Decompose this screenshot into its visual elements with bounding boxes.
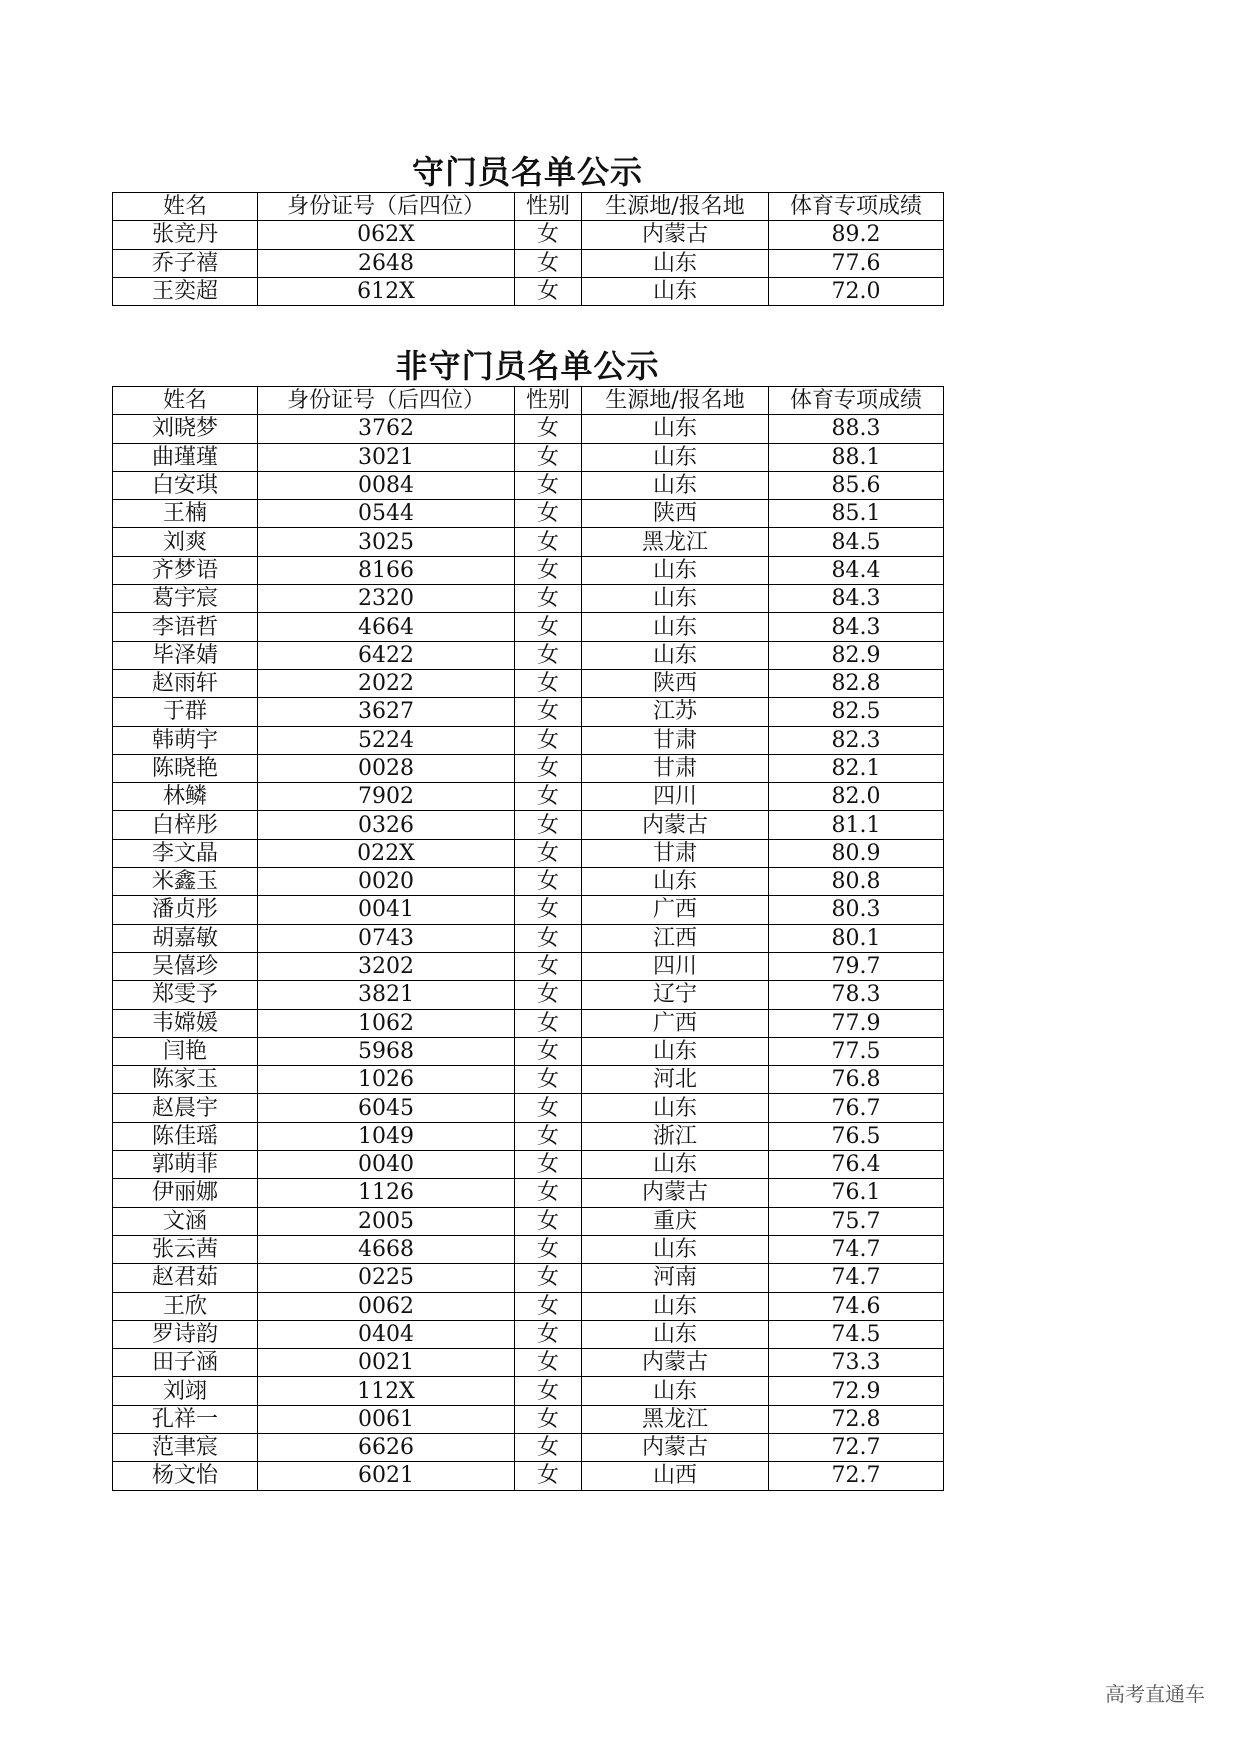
- cell-id-last4: 5968: [258, 1037, 515, 1065]
- cell-id-last4: 3821: [258, 981, 515, 1009]
- cell-id-last4: 0040: [258, 1151, 515, 1179]
- cell-name: 罗诗韵: [113, 1320, 258, 1348]
- cell-name: 孔祥一: [113, 1405, 258, 1433]
- cell-score: 84.3: [769, 585, 944, 613]
- table-row: [113, 839, 944, 867]
- cell-score: 74.7: [769, 1264, 944, 1292]
- cell-name: 王奕超: [113, 277, 258, 305]
- cell-id-last4: 3627: [258, 698, 515, 726]
- cell-region: 河南: [582, 1264, 769, 1292]
- table-row: [113, 698, 944, 726]
- cell-region: 内蒙古: [582, 221, 769, 249]
- table-row: [113, 952, 944, 980]
- cell-gender: 女: [515, 585, 582, 613]
- cell-region: 山东: [582, 1377, 769, 1405]
- cell-gender: 女: [515, 726, 582, 754]
- cell-id-last4: 0061: [258, 1405, 515, 1433]
- goalkeeper-list-title: 守门员名单公示: [411, 153, 643, 191]
- cell-score: 80.1: [769, 924, 944, 952]
- table-row: [113, 277, 944, 305]
- cell-score: 84.5: [769, 528, 944, 556]
- table-row: [113, 528, 944, 556]
- cell-score: 88.3: [769, 415, 944, 443]
- cell-id-last4: 062X: [258, 221, 515, 249]
- cell-gender: 女: [515, 783, 582, 811]
- cell-region: 山东: [582, 585, 769, 613]
- cell-gender: 女: [515, 1405, 582, 1433]
- cell-name: 赵雨轩: [113, 669, 258, 697]
- header-id-last4: 身份证号（后四位）: [258, 387, 515, 415]
- cell-region: 黑龙江: [582, 1405, 769, 1433]
- cell-gender: 女: [515, 924, 582, 952]
- table-header-row: [113, 387, 944, 415]
- cell-name: 刘翊: [113, 1377, 258, 1405]
- header-region: 生源地/报名地: [582, 193, 769, 221]
- cell-gender: 女: [515, 1377, 582, 1405]
- cell-score: 76.1: [769, 1179, 944, 1207]
- cell-name: 乔子禧: [113, 249, 258, 277]
- cell-region: 山东: [582, 613, 769, 641]
- watermark-text: 高考直通车: [1105, 1682, 1205, 1706]
- cell-name: 李文晶: [113, 839, 258, 867]
- cell-name: 赵君茹: [113, 1264, 258, 1292]
- cell-score: 81.1: [769, 811, 944, 839]
- cell-score: 72.7: [769, 1433, 944, 1461]
- cell-region: 山东: [582, 868, 769, 896]
- cell-gender: 女: [515, 1207, 582, 1235]
- cell-name: 范聿宸: [113, 1433, 258, 1461]
- cell-region: 甘肃: [582, 839, 769, 867]
- cell-gender: 女: [515, 471, 582, 499]
- cell-gender: 女: [515, 500, 582, 528]
- cell-region: 山东: [582, 1320, 769, 1348]
- table-row: [113, 868, 944, 896]
- table-row: [113, 1122, 944, 1150]
- table-row: [113, 1320, 944, 1348]
- cell-gender: 女: [515, 1292, 582, 1320]
- cell-name: 郑雯予: [113, 981, 258, 1009]
- cell-id-last4: 1026: [258, 1066, 515, 1094]
- cell-gender: 女: [515, 1264, 582, 1292]
- cell-id-last4: 0020: [258, 868, 515, 896]
- cell-region: 广西: [582, 1009, 769, 1037]
- non-goalkeeper-list-title: 非守门员名单公示: [395, 347, 660, 385]
- cell-score: 74.5: [769, 1320, 944, 1348]
- cell-name: 胡嘉敏: [113, 924, 258, 952]
- cell-gender: 女: [515, 698, 582, 726]
- cell-score: 76.8: [769, 1066, 944, 1094]
- cell-score: 82.3: [769, 726, 944, 754]
- cell-id-last4: 6045: [258, 1094, 515, 1122]
- cell-score: 89.2: [769, 221, 944, 249]
- cell-id-last4: 7902: [258, 783, 515, 811]
- cell-region: 内蒙古: [582, 1433, 769, 1461]
- header-id-last4: 身份证号（后四位）: [258, 193, 515, 221]
- cell-score: 82.9: [769, 641, 944, 669]
- cell-region: 山东: [582, 415, 769, 443]
- cell-region: 辽宁: [582, 981, 769, 1009]
- cell-name: 杨文怡: [113, 1462, 258, 1490]
- cell-region: 山东: [582, 443, 769, 471]
- table-row: [113, 471, 944, 499]
- cell-region: 内蒙古: [582, 1349, 769, 1377]
- cell-region: 山东: [582, 1151, 769, 1179]
- cell-name: 张竞丹: [113, 221, 258, 249]
- table-header-row: [113, 193, 944, 221]
- cell-score: 85.6: [769, 471, 944, 499]
- cell-gender: 女: [515, 277, 582, 305]
- cell-gender: 女: [515, 443, 582, 471]
- cell-score: 73.3: [769, 1349, 944, 1377]
- cell-name: 王欣: [113, 1292, 258, 1320]
- cell-score: 82.8: [769, 669, 944, 697]
- cell-id-last4: 4668: [258, 1235, 515, 1263]
- table-row: [113, 981, 944, 1009]
- cell-id-last4: 0326: [258, 811, 515, 839]
- cell-region: 山东: [582, 471, 769, 499]
- cell-id-last4: 0084: [258, 471, 515, 499]
- cell-name: 于群: [113, 698, 258, 726]
- cell-gender: 女: [515, 613, 582, 641]
- table-row: [113, 924, 944, 952]
- cell-gender: 女: [515, 1462, 582, 1490]
- table-row: [113, 896, 944, 924]
- cell-region: 内蒙古: [582, 811, 769, 839]
- cell-region: 甘肃: [582, 726, 769, 754]
- cell-region: 甘肃: [582, 754, 769, 782]
- cell-gender: 女: [515, 1235, 582, 1263]
- cell-region: 山东: [582, 277, 769, 305]
- goalkeeper-table: [112, 192, 944, 306]
- cell-gender: 女: [515, 1151, 582, 1179]
- cell-name: 伊丽娜: [113, 1179, 258, 1207]
- header-gender: 性别: [515, 193, 582, 221]
- cell-region: 山东: [582, 249, 769, 277]
- cell-score: 82.1: [769, 754, 944, 782]
- cell-region: 重庆: [582, 1207, 769, 1235]
- cell-name: 林鳞: [113, 783, 258, 811]
- cell-region: 广西: [582, 896, 769, 924]
- cell-name: 陈家玉: [113, 1066, 258, 1094]
- header-score: 体育专项成绩: [769, 193, 944, 221]
- cell-region: 山东: [582, 1037, 769, 1065]
- cell-score: 77.9: [769, 1009, 944, 1037]
- cell-gender: 女: [515, 528, 582, 556]
- cell-id-last4: 6021: [258, 1462, 515, 1490]
- goalkeeper-table-body: [113, 221, 944, 306]
- cell-id-last4: 0544: [258, 500, 515, 528]
- table-row: [113, 1292, 944, 1320]
- cell-name: 韩萌宇: [113, 726, 258, 754]
- cell-score: 74.7: [769, 1235, 944, 1263]
- table-row: [113, 1405, 944, 1433]
- cell-gender: 女: [515, 981, 582, 1009]
- cell-region: 河北: [582, 1066, 769, 1094]
- cell-name: 白梓彤: [113, 811, 258, 839]
- cell-gender: 女: [515, 1349, 582, 1377]
- cell-region: 山东: [582, 1292, 769, 1320]
- cell-score: 72.0: [769, 277, 944, 305]
- cell-name: 张云茜: [113, 1235, 258, 1263]
- table-row: [113, 1037, 944, 1065]
- cell-id-last4: 0404: [258, 1320, 515, 1348]
- cell-id-last4: 0225: [258, 1264, 515, 1292]
- cell-id-last4: 2005: [258, 1207, 515, 1235]
- cell-id-last4: 6626: [258, 1433, 515, 1461]
- cell-id-last4: 3021: [258, 443, 515, 471]
- cell-id-last4: 3202: [258, 952, 515, 980]
- cell-id-last4: 3762: [258, 415, 515, 443]
- cell-id-last4: 3025: [258, 528, 515, 556]
- cell-score: 84.3: [769, 613, 944, 641]
- cell-name: 葛宇宸: [113, 585, 258, 613]
- cell-gender: 女: [515, 1320, 582, 1348]
- cell-name: 刘晓梦: [113, 415, 258, 443]
- cell-id-last4: 612X: [258, 277, 515, 305]
- cell-gender: 女: [515, 896, 582, 924]
- cell-region: 四川: [582, 952, 769, 980]
- non-goalkeeper-table: [112, 386, 944, 1491]
- table-row: [113, 613, 944, 641]
- cell-score: 79.7: [769, 952, 944, 980]
- table-row: [113, 811, 944, 839]
- cell-region: 四川: [582, 783, 769, 811]
- cell-score: 80.8: [769, 868, 944, 896]
- cell-gender: 女: [515, 669, 582, 697]
- cell-score: 72.7: [769, 1462, 944, 1490]
- table-row: [113, 249, 944, 277]
- table-row: [113, 669, 944, 697]
- cell-name: 陈晓艳: [113, 754, 258, 782]
- cell-name: 韦嫦媛: [113, 1009, 258, 1037]
- cell-id-last4: 6422: [258, 641, 515, 669]
- cell-name: 文涵: [113, 1207, 258, 1235]
- cell-score: 77.5: [769, 1037, 944, 1065]
- cell-gender: 女: [515, 1009, 582, 1037]
- header-name: 姓名: [113, 387, 258, 415]
- cell-score: 76.7: [769, 1094, 944, 1122]
- cell-name: 王楠: [113, 500, 258, 528]
- cell-id-last4: 022X: [258, 839, 515, 867]
- cell-name: 郭萌菲: [113, 1151, 258, 1179]
- cell-region: 山东: [582, 641, 769, 669]
- cell-score: 76.4: [769, 1151, 944, 1179]
- cell-score: 85.1: [769, 500, 944, 528]
- cell-name: 曲瑾瑾: [113, 443, 258, 471]
- cell-region: 黑龙江: [582, 528, 769, 556]
- table-row: [113, 221, 944, 249]
- cell-gender: 女: [515, 839, 582, 867]
- cell-name: 闫艳: [113, 1037, 258, 1065]
- table-row: [113, 1377, 944, 1405]
- cell-gender: 女: [515, 249, 582, 277]
- cell-region: 陕西: [582, 500, 769, 528]
- cell-score: 74.6: [769, 1292, 944, 1320]
- cell-gender: 女: [515, 952, 582, 980]
- cell-region: 江西: [582, 924, 769, 952]
- non-goalkeeper-section: [112, 346, 943, 1491]
- cell-gender: 女: [515, 556, 582, 584]
- table-row: [113, 1179, 944, 1207]
- table-row: [113, 783, 944, 811]
- cell-id-last4: 2648: [258, 249, 515, 277]
- cell-id-last4: 0062: [258, 1292, 515, 1320]
- cell-name: 齐梦语: [113, 556, 258, 584]
- cell-score: 72.9: [769, 1377, 944, 1405]
- table-row: [113, 641, 944, 669]
- cell-id-last4: 2022: [258, 669, 515, 697]
- cell-name: 田子涵: [113, 1349, 258, 1377]
- table-row: [113, 1207, 944, 1235]
- table-row: [113, 754, 944, 782]
- table-row: [113, 1151, 944, 1179]
- cell-score: 84.4: [769, 556, 944, 584]
- cell-region: 山东: [582, 556, 769, 584]
- cell-region: 陕西: [582, 669, 769, 697]
- cell-id-last4: 4664: [258, 613, 515, 641]
- cell-id-last4: 5224: [258, 726, 515, 754]
- cell-gender: 女: [515, 1179, 582, 1207]
- goalkeeper-section: [112, 152, 943, 306]
- cell-region: 浙江: [582, 1122, 769, 1150]
- cell-name: 李语哲: [113, 613, 258, 641]
- cell-gender: 女: [515, 1433, 582, 1461]
- cell-gender: 女: [515, 1094, 582, 1122]
- cell-name: 刘爽: [113, 528, 258, 556]
- non-goalkeeper-table-body: [113, 415, 944, 1490]
- table-row: [113, 1094, 944, 1122]
- cell-id-last4: 8166: [258, 556, 515, 584]
- cell-score: 82.5: [769, 698, 944, 726]
- cell-gender: 女: [515, 415, 582, 443]
- cell-id-last4: 0041: [258, 896, 515, 924]
- cell-gender: 女: [515, 811, 582, 839]
- table-row: [113, 443, 944, 471]
- cell-score: 72.8: [769, 1405, 944, 1433]
- cell-region: 内蒙古: [582, 1179, 769, 1207]
- header-score: 体育专项成绩: [769, 387, 944, 415]
- cell-score: 80.9: [769, 839, 944, 867]
- table-row: [113, 1264, 944, 1292]
- header-gender: 性别: [515, 387, 582, 415]
- cell-region: 山东: [582, 1235, 769, 1263]
- cell-name: 潘贞彤: [113, 896, 258, 924]
- cell-gender: 女: [515, 754, 582, 782]
- table-row: [113, 415, 944, 443]
- cell-score: 88.1: [769, 443, 944, 471]
- cell-gender: 女: [515, 868, 582, 896]
- cell-id-last4: 0743: [258, 924, 515, 952]
- cell-score: 75.7: [769, 1207, 944, 1235]
- header-region: 生源地/报名地: [582, 387, 769, 415]
- cell-gender: 女: [515, 1037, 582, 1065]
- table-row: [113, 1433, 944, 1461]
- cell-score: 82.0: [769, 783, 944, 811]
- cell-gender: 女: [515, 641, 582, 669]
- table-row: [113, 556, 944, 584]
- cell-id-last4: 1062: [258, 1009, 515, 1037]
- table-row: [113, 1009, 944, 1037]
- cell-id-last4: 112X: [258, 1377, 515, 1405]
- cell-id-last4: 1126: [258, 1179, 515, 1207]
- cell-name: 陈佳瑶: [113, 1122, 258, 1150]
- table-row: [113, 726, 944, 754]
- cell-name: 白安琪: [113, 471, 258, 499]
- table-row: [113, 1462, 944, 1490]
- cell-region: 江苏: [582, 698, 769, 726]
- cell-score: 77.6: [769, 249, 944, 277]
- cell-name: 米鑫玉: [113, 868, 258, 896]
- cell-name: 赵晨宇: [113, 1094, 258, 1122]
- cell-region: 山西: [582, 1462, 769, 1490]
- table-row: [113, 585, 944, 613]
- cell-id-last4: 0021: [258, 1349, 515, 1377]
- cell-id-last4: 2320: [258, 585, 515, 613]
- cell-name: 吴僖珍: [113, 952, 258, 980]
- table-row: [113, 1349, 944, 1377]
- cell-region: 山东: [582, 1094, 769, 1122]
- cell-gender: 女: [515, 1066, 582, 1094]
- cell-id-last4: 0028: [258, 754, 515, 782]
- cell-id-last4: 1049: [258, 1122, 515, 1150]
- cell-gender: 女: [515, 221, 582, 249]
- table-row: [113, 500, 944, 528]
- table-row: [113, 1235, 944, 1263]
- cell-score: 78.3: [769, 981, 944, 1009]
- header-name: 姓名: [113, 193, 258, 221]
- table-row: [113, 1066, 944, 1094]
- cell-score: 80.3: [769, 896, 944, 924]
- cell-score: 76.5: [769, 1122, 944, 1150]
- cell-gender: 女: [515, 1122, 582, 1150]
- cell-name: 毕泽婧: [113, 641, 258, 669]
